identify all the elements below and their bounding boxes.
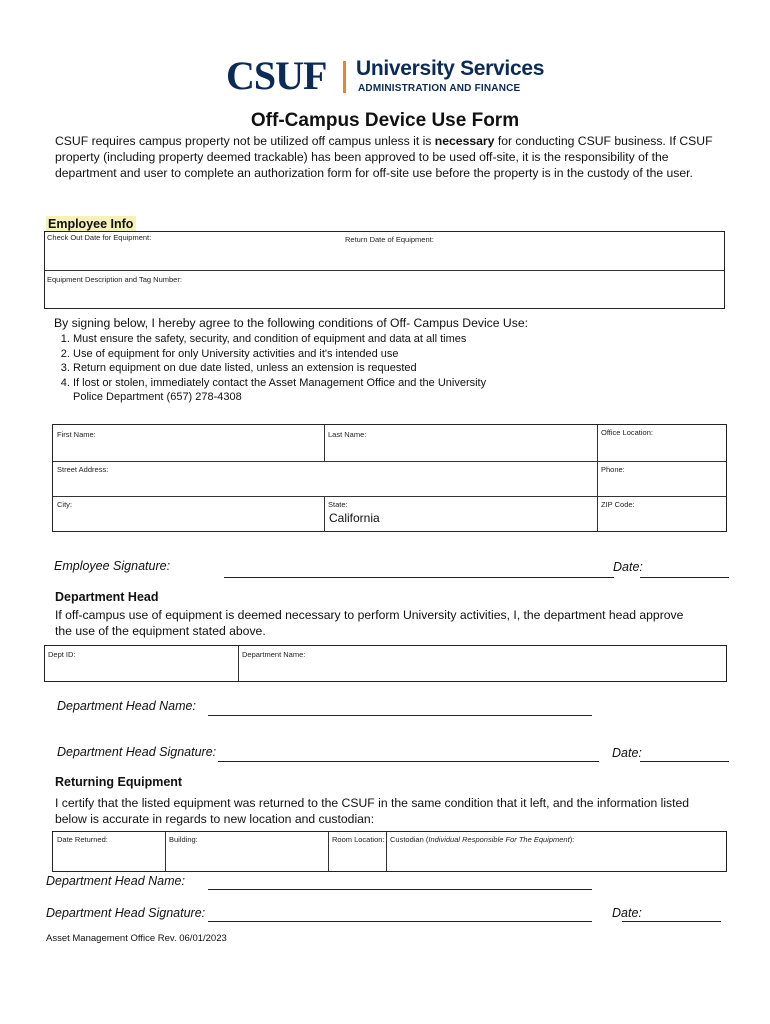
returning-head-date-line[interactable] [622,921,721,922]
university-services-logo: University Services [356,57,545,80]
personal-col-divider [597,496,598,532]
checkout-date-label: Check Out Date for Equipment: [47,233,152,242]
dept-id-label: Dept ID: [48,650,76,659]
condition-item: 1. Must ensure the safety, security, and condition of equipment and data at all times [73,332,497,347]
returning-equipment-text: I certify that the listed equipment was returned to the CSUF in the same condition that it left, and the information listed below is accurate in regards to new location and custodian: [55,796,690,826]
department-head-date-label: Date: [612,746,642,760]
returning-head-name-line[interactable] [208,889,592,890]
intro-part2: for conducting CSUF business. If CSUF property (including property deemed trackable) has been approved to be used off-site, it is the responsibility of the department and user to complete an authorization form for off-site use before the property is in the custody of the user. [55,134,713,180]
department-box [44,645,727,682]
returning-head-signature-label: Department Head Signature: [46,906,206,920]
intro-paragraph [55,133,725,181]
form-title: Off-Campus Device Use Form [250,110,520,131]
admin-finance-logo: ADMINISTRATION AND FINANCE [358,83,521,94]
office-location-label: Office Location: [601,428,653,437]
employee-signature-line[interactable] [224,577,614,578]
state-value: California [329,511,380,525]
returning-head-name-label: Department Head Name: [46,874,185,888]
custodian-label-close: ): [569,835,575,844]
csuf-logo: CSUF [226,53,327,98]
custodian-label [390,835,574,844]
phone-label: Phone: [601,465,625,474]
last-name-label: Last Name: [328,430,367,439]
conditions-intro: By signing below, I hereby agree to the following conditions of Off- Campus Device Use: [54,316,528,330]
employee-date-line[interactable] [640,577,729,578]
returning-box [52,831,727,872]
employee-date-label: Date: [613,560,643,574]
equipment-description-label: Equipment Description and Tag Number: [47,275,182,284]
personal-info-box [52,424,727,532]
condition-item: 4. If lost or stolen, immediately contact the Asset Management Office and the University Police Department (657) 278-4308 [73,376,497,405]
department-head-heading: Department Head [55,590,159,604]
conditions-list [57,332,497,405]
returning-col-divider [386,832,387,871]
department-head-name-label: Department Head Name: [57,699,196,713]
intro-bold: necessary [434,134,495,148]
employee-info-heading: Employee Info [46,216,136,231]
room-location-label: Room Location: [332,835,385,844]
condition-item: 2. Use of equipment for only University activities and it's intended use [73,347,497,362]
personal-row-divider [53,496,726,497]
returning-head-date-label: Date: [612,906,642,920]
personal-col-divider [324,496,325,532]
date-returned-label: Date Returned: [57,835,108,844]
zip-code-label: ZIP Code: [601,500,635,509]
department-head-signature-label: Department Head Signature: [57,745,217,759]
employee-signature-label: Employee Signature: [54,559,171,573]
returning-head-signature-line[interactable] [208,921,592,922]
department-head-signature-line[interactable] [218,761,599,762]
footer-revision: Asset Management Office Rev. 06/01/2023 [46,933,227,944]
returning-col-divider [165,832,166,871]
personal-col-divider [597,461,598,496]
custodian-label-open: Custodian ( [390,835,429,844]
state-label: State: [328,500,348,509]
returning-equipment-heading: Returning Equipment [55,775,183,789]
department-head-date-line[interactable] [640,761,729,762]
first-name-label: First Name: [57,430,96,439]
logo-divider [343,61,346,93]
department-name-label: Department Name: [242,650,306,659]
employee-info-box [44,231,725,309]
intro-part1: CSUF requires campus property not be utilized off campus unless it is [55,134,435,148]
personal-row-divider [53,461,726,462]
city-label: City: [57,500,72,509]
condition-item: 3. Return equipment on due date listed, unless an extension is requested [73,361,497,376]
department-col-divider [238,646,239,681]
personal-col-divider [324,425,325,461]
return-date-label: Return Date of Equipment: [345,235,434,244]
personal-col-divider [597,425,598,461]
street-address-label: Street Address: [57,465,109,474]
returning-col-divider [328,832,329,871]
department-head-name-line[interactable] [208,715,592,716]
department-head-text: If off-campus use of equipment is deemed necessary to perform University activities, I, the department head approve the use of the equipment stated above. [55,608,684,638]
building-label: Building: [169,835,198,844]
custodian-note: Individual Responsible For The Equipment [428,835,570,844]
employee-info-divider [45,270,724,271]
